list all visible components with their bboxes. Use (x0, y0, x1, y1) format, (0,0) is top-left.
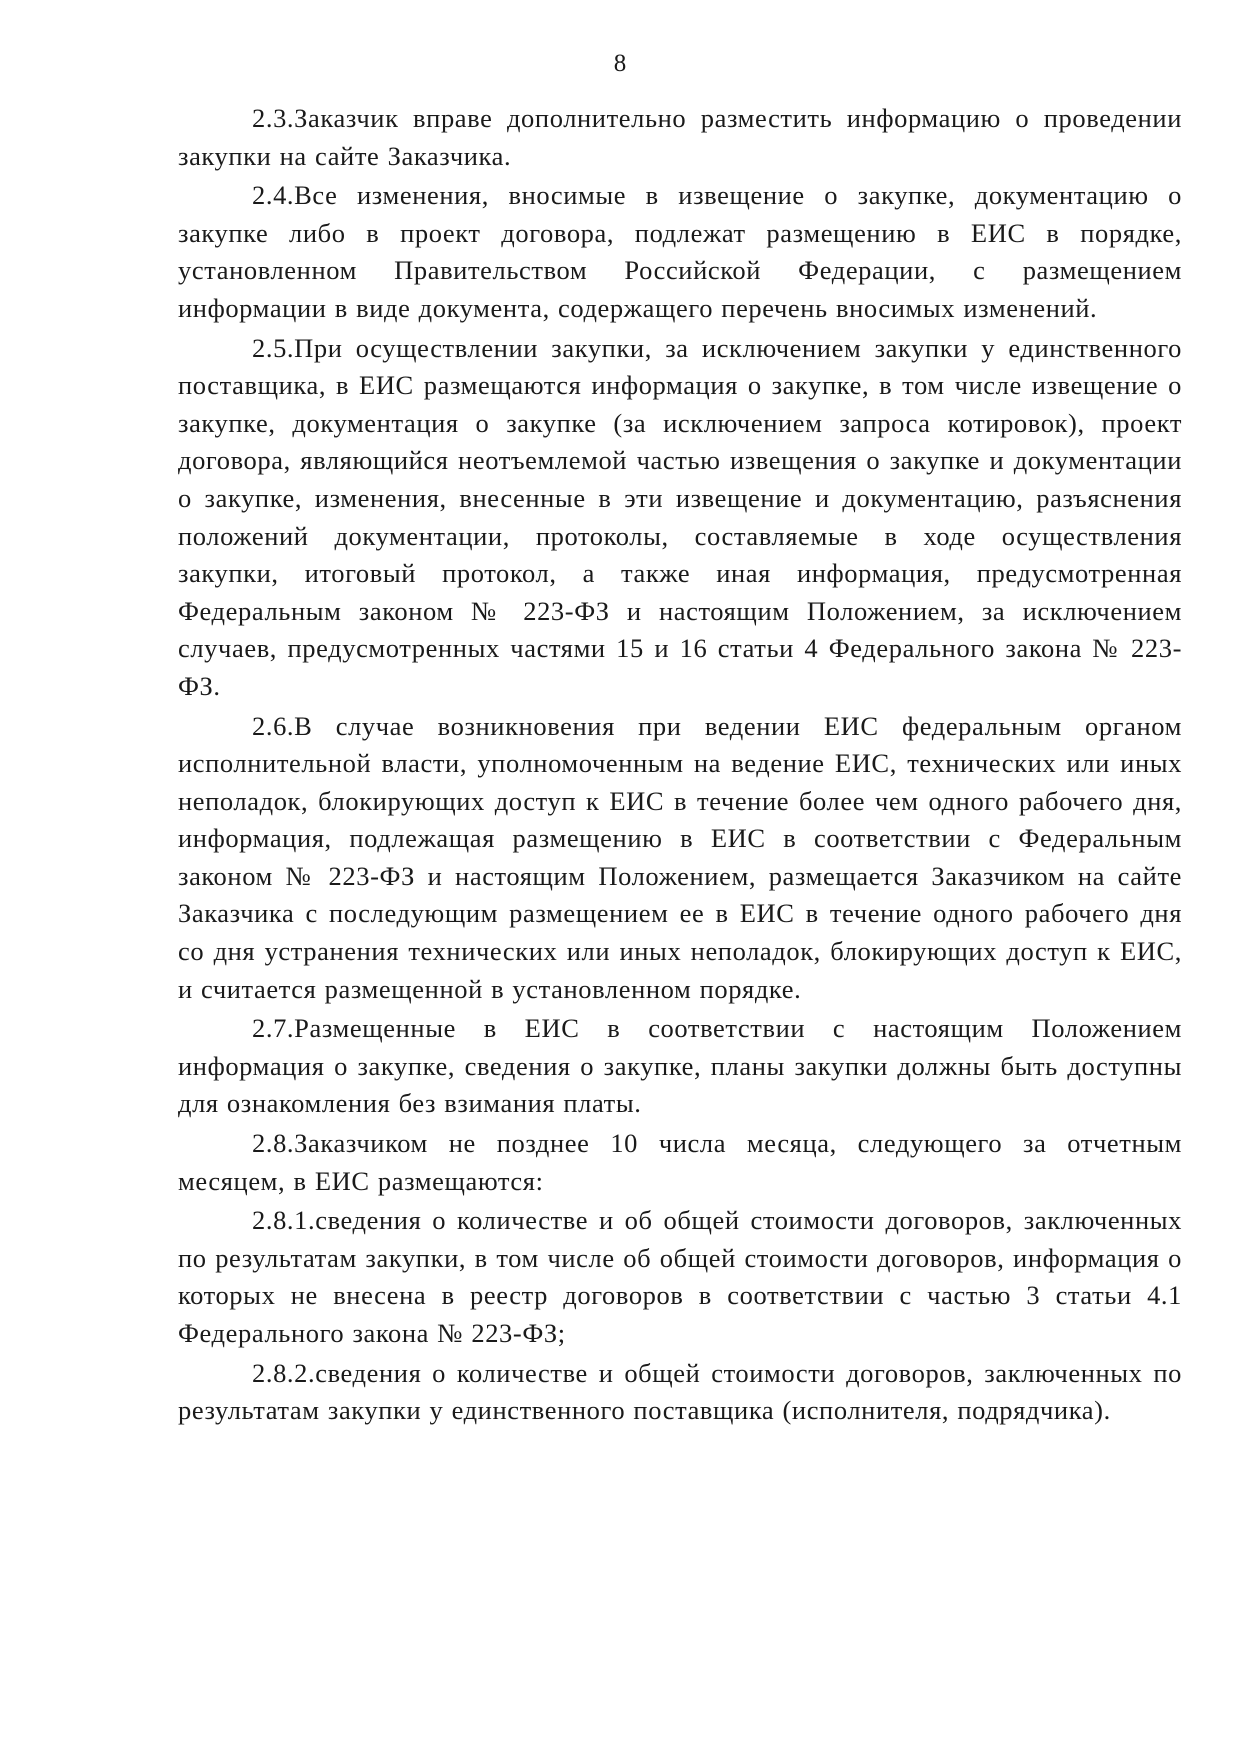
paragraph-2-5: 2.5.При осуществлении закупки, за исключением закупки у единственного поставщика, в ЕИС размещаются информация о закупке, в том числе извещение о закупке, документация о закупке (за исключением запроса котировок), проект договора, являющийся неотъемлемой частью извещения о закупке и документации о закупке, изменения, внесенные в эти извещение и документацию, разъяснения положений документации, протоколы, составляемые в ходе осуществления закупки, итоговый протокол, а также иная информация, предусмотренная Федеральным законом № 223-ФЗ и настоящим Положением, за исключением случаев, предусмотренных частями 15 и 16 статьи 4 Федерального закона № 223-ФЗ. (178, 332, 1182, 701)
paragraph-2-7: 2.7.Размещенные в ЕИС в соответствии с настоящим Положением информация о закупке, сведения о закупке, планы закупки должны быть доступны для ознакомления без взимания платы. (178, 1013, 1182, 1119)
paragraph-2-8-2: 2.8.2.сведения о количестве и общей стоимости договоров, заключенных по результатам закупки у единственного поставщика (исполнителя, подрядчика). (178, 1357, 1182, 1426)
paragraph-2-8: 2.8.Заказчиком не позднее 10 числа месяца, следующего за отчетным месяцем, в ЕИС размещаются: (178, 1128, 1182, 1196)
paragraph-2-6: 2.6.В случае возникновения при ведении ЕИС федеральным органом исполнительной власти, уполномоченным на ведение ЕИС, технических или иных неполадок, блокирующих доступ к ЕИС в течение более чем одного рабочего дня, информация, подлежащая размещению в ЕИС в соответствии с Федеральным законом № 223-ФЗ и настоящим Положением, размещается Заказчиком на сайте Заказчика с последующим размещением ее в ЕИС в течение одного рабочего дня со дня устранения технических или иных неполадок, блокирующих доступ к ЕИС, и считается размещенной в установленном порядке. (178, 710, 1182, 1004)
paragraph-2-4: 2.4.Все изменения, вносимые в извещение о закупке, документацию о закупке либо в проект договора, подлежат размещению в ЕИС в порядке, установленном Правительством Российской Федерации, с размещением информации в виде документа, содержащего перечень вносимых изменений. (178, 180, 1182, 323)
page-number: 8 (613, 50, 627, 77)
paragraph-2-8-1: 2.8.1.сведения о количестве и об общей стоимости договоров, заключенных по результатам закупки, в том числе об общей стоимости договоров, информация о которых не внесена в реестр договоров в соответствии с частью 3 статьи 4.1 Федерального закона № 223-ФЗ; (178, 1205, 1182, 1348)
paragraph-2-3: 2.3.Заказчик вправе дополнительно разместить информацию о проведении закупки на сайте Заказчика. (178, 103, 1182, 171)
document-body (178, 100, 1182, 1432)
